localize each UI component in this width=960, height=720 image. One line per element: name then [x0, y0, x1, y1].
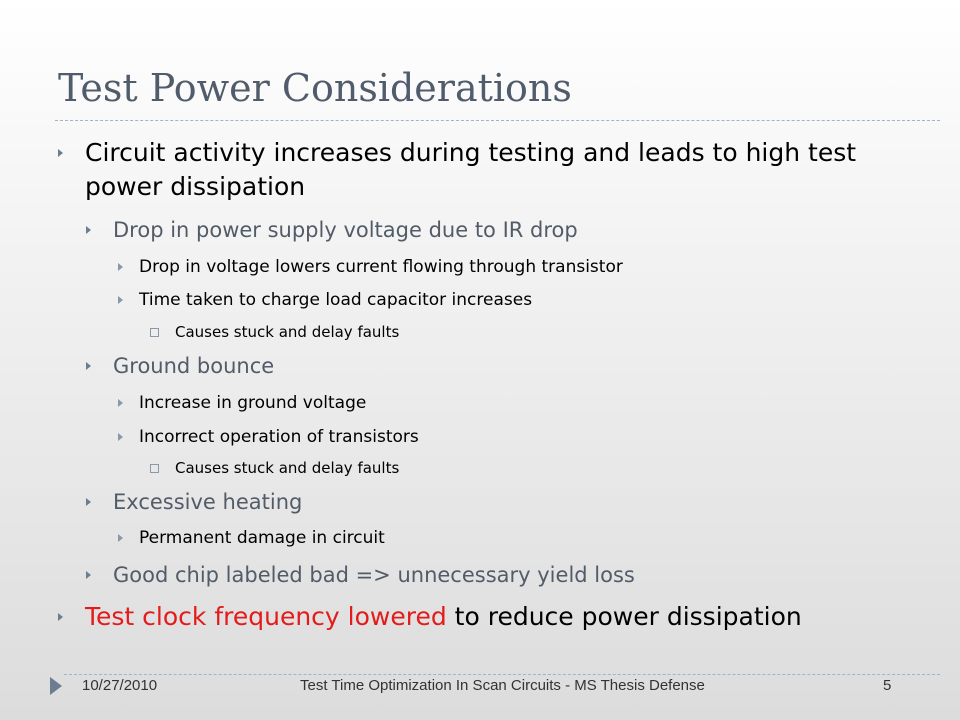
- bullet-circuit-activity: [58, 136, 898, 204]
- bullet-text: Causes stuck and delay faults: [175, 323, 400, 341]
- bullet-capacitor-time: [118, 288, 532, 312]
- bullet-ir-drop: [86, 216, 578, 244]
- bullet-stuck-delay-faults-2: [150, 458, 399, 478]
- bullet-text: Permanent damage in circuit: [139, 528, 385, 548]
- footer-title: Test Time Optimization In Scan Circuits - MS Thesis Defense: [300, 677, 705, 694]
- bullet-excessive-heating: [86, 488, 302, 516]
- bullet-text: Increase in ground voltage: [139, 393, 367, 413]
- square-bullet-icon: [150, 464, 159, 473]
- triangle-bullet-icon: [86, 226, 91, 234]
- bullet-incorrect-operation: [118, 425, 419, 449]
- triangle-bullet-icon: [118, 433, 123, 441]
- bullet-voltage-current: [118, 255, 623, 279]
- bullet-text: Time taken to charge load capacitor increases: [139, 290, 533, 310]
- highlight-text: Test clock frequency lowered: [85, 602, 447, 631]
- triangle-bullet-icon: [58, 613, 63, 621]
- triangle-bullet-icon: [118, 296, 123, 304]
- bullet-clock-frequency: [58, 600, 802, 634]
- footer-triangle-icon: [50, 677, 62, 695]
- bullet-text: Incorrect operation of transistors: [139, 427, 419, 447]
- square-bullet-icon: [150, 328, 159, 337]
- triangle-bullet-icon: [118, 399, 123, 407]
- footer-divider: [64, 674, 940, 675]
- plain-text: to reduce power dissipation: [446, 602, 802, 631]
- bullet-text: [85, 600, 802, 634]
- slide-title: Test Power Considerations: [58, 66, 572, 110]
- triangle-bullet-icon: [118, 263, 123, 271]
- bullet-text: Causes stuck and delay faults: [175, 459, 400, 477]
- bullet-text: Drop in voltage lowers current flowing through transistor: [139, 257, 623, 277]
- bullet-stuck-delay-faults: [150, 322, 399, 342]
- triangle-bullet-icon: [118, 534, 123, 542]
- bullet-text: Ground bounce: [113, 354, 275, 378]
- bullet-yield-loss: [86, 561, 635, 589]
- triangle-bullet-icon: [86, 498, 91, 506]
- triangle-bullet-icon: [86, 571, 91, 579]
- page-number: 5: [883, 677, 892, 694]
- triangle-bullet-icon: [86, 362, 91, 370]
- bullet-text: Circuit activity increases during testing and leads to high test power dissipation: [85, 138, 857, 201]
- bullet-permanent-damage: [118, 526, 385, 550]
- bullet-ground-bounce: [86, 352, 274, 380]
- triangle-bullet-icon: [58, 149, 63, 157]
- bullet-ground-voltage: [118, 391, 366, 415]
- title-divider: [55, 120, 940, 121]
- bullet-text: Good chip labeled bad => unnecessary yield loss: [113, 563, 635, 587]
- bullet-text: Drop in power supply voltage due to IR drop: [113, 218, 578, 242]
- footer-date: 10/27/2010: [82, 677, 158, 694]
- bullet-text: Excessive heating: [113, 490, 303, 514]
